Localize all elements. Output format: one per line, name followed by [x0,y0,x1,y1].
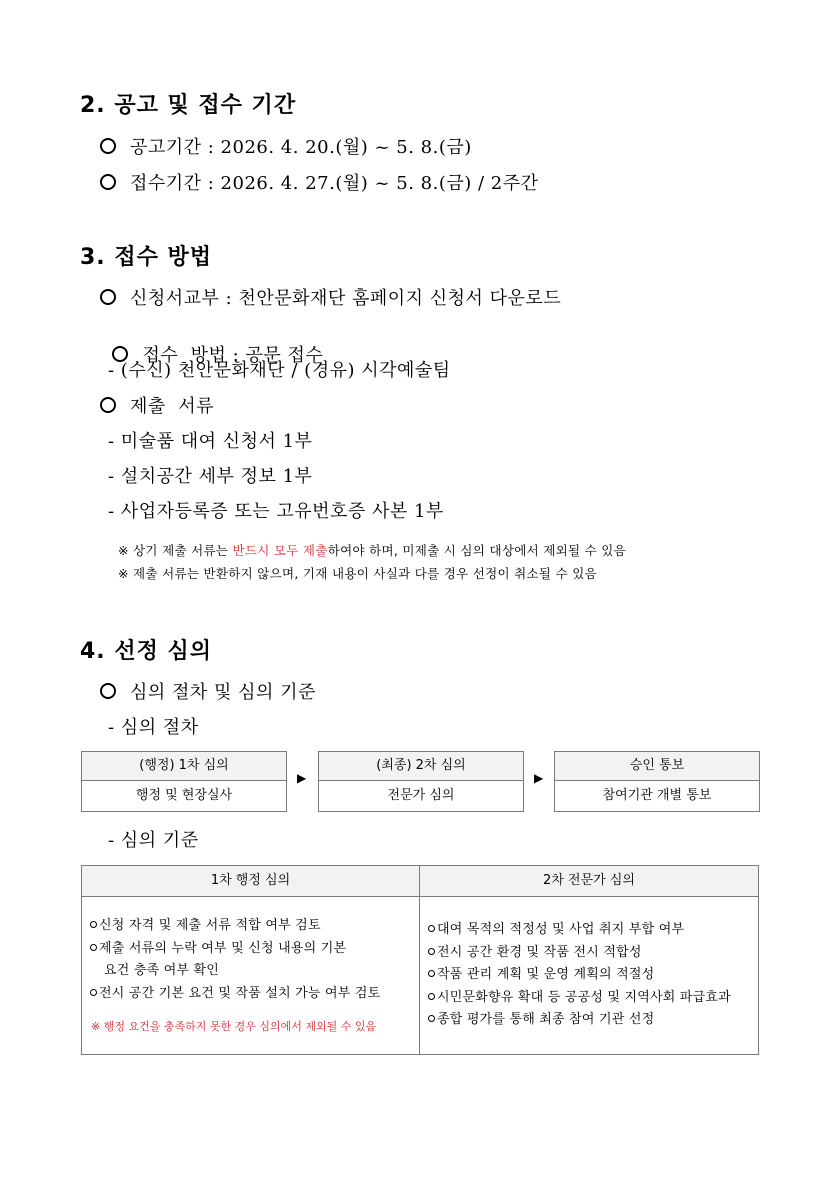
list-item-text: 제출 서류의 누락 여부 및 신청 내용의 기본 [99,940,347,956]
criteria-col1-note: ※ 행정 요건을 충족하지 못한 경우 심의에서 제외될 수 있음 [91,1020,377,1033]
small-circle-icon [428,993,435,1000]
reception-period-text: 접수기간 : 2026. 4. 27.(월) ~ 5. 8.(금) / 2주간 [130,173,539,194]
document-line: - 설치공간 세부 정보 1부 [108,466,313,487]
list-item [90,983,380,1006]
section-4-heading: 4. 선정 심의 [80,639,212,664]
review-procedure-label: - 심의 절차 [108,717,199,738]
note-text: ※ 상기 제출 서류는 [118,543,233,558]
process-step-desc: 참여기관 개별 통보 [602,788,712,803]
review-item-text: 심의 절차 및 심의 기준 [130,682,316,703]
list-item [90,938,380,961]
list-item-text: 작품 관리 계획 및 운영 계획의 적절성 [437,967,655,982]
criteria-col2-list [428,919,731,1032]
note-emphasis: 반드시 모두 제출 [232,543,328,558]
announcement-period-text: 공고기간 : 2026. 4. 20.(월) ~ 5. 8.(금) [130,137,472,158]
recipient-line: - (수신) 천안문화재단 / (경유) 시각예술팀 [108,360,451,381]
section-3-heading: 3. 접수 방법 [80,245,212,270]
process-step-title: (행정) 1차 심의 [82,752,286,781]
reception-method-text: 접수 방법 : 공문 접수 [142,345,324,366]
document-line: - 미술품 대여 신청서 1부 [108,431,313,452]
small-circle-icon [428,925,435,932]
documents-item [100,392,214,418]
arrow-right-icon: ▶ [534,771,544,785]
criteria-col2-header: 2차 전문가 심의 [420,866,758,897]
process-step-desc: 행정 및 현장실사 [135,788,233,803]
list-item [428,942,731,965]
process-step-title: (최종) 2차 심의 [319,752,523,781]
list-item-text: 요건 충족 여부 확인 [104,963,220,978]
circle-bullet-icon [100,174,116,190]
criteria-table [81,865,759,1055]
reception-period [100,169,539,195]
submission-note-1 [118,541,626,559]
small-circle-icon [90,989,97,996]
process-step-2 [318,751,524,812]
documents-text: 제출 서류 [130,396,214,417]
list-item [428,1009,731,1032]
small-circle-icon [90,944,97,951]
application-form-item [100,284,561,310]
review-item [100,678,316,704]
small-circle-icon [428,948,435,955]
note-text: 하여야 하며, 미제출 시 심의 대상에서 제외될 수 있음 [327,543,627,558]
process-step-1 [81,751,287,812]
list-item-text: 대여 목적의 적정성 및 사업 취지 부합 여부 [437,922,685,937]
process-step-desc: 전문가 심의 [387,788,455,803]
list-item [428,987,731,1010]
process-step-3 [554,751,760,812]
list-item-text: 시민문화향유 확대 등 공공성 및 지역사회 파급효과 [437,989,731,1005]
list-item [428,964,731,987]
criteria-col1-header: 1차 행정 심의 [82,866,419,897]
circle-bullet-icon [100,397,116,413]
application-form-text: 신청서교부 : 천안문화재단 홈페이지 신청서 다운로드 [130,288,562,309]
column-divider [419,866,420,1054]
circle-bullet-icon [100,138,116,154]
review-criteria-label: - 심의 기준 [108,830,199,851]
document-line: - 사업자등록증 또는 고유번호증 사본 1부 [108,501,444,522]
process-step-title: 승인 통보 [555,752,759,781]
list-item [428,919,731,942]
criteria-col1-list [90,915,380,1005]
small-circle-icon [90,921,97,928]
list-item [90,915,380,938]
circle-bullet-icon [100,683,116,699]
list-item-text: 전시 공간 환경 및 작품 전시 적합성 [437,944,642,960]
list-item-text: 신청 자격 및 제출 서류 적합 여부 검토 [99,918,321,933]
list-item-continuation [90,960,380,983]
arrow-right-icon: ▶ [297,771,307,785]
small-circle-icon [428,970,435,977]
small-circle-icon [428,1015,435,1022]
list-item-text: 전시 공간 기본 요건 및 작품 설치 가능 여부 검토 [99,985,381,1001]
submission-note-2: ※ 제출 서류는 반환하지 않으며, 기재 내용이 사실과 다를 경우 선정이 취소될 수 있음 [118,566,597,581]
section-2-heading: 2. 공고 및 접수 기간 [80,93,297,118]
list-item-text: 종합 평가를 통해 최종 참여 기관 선정 [437,1012,655,1027]
announcement-period [100,133,472,159]
circle-bullet-icon [100,289,116,305]
